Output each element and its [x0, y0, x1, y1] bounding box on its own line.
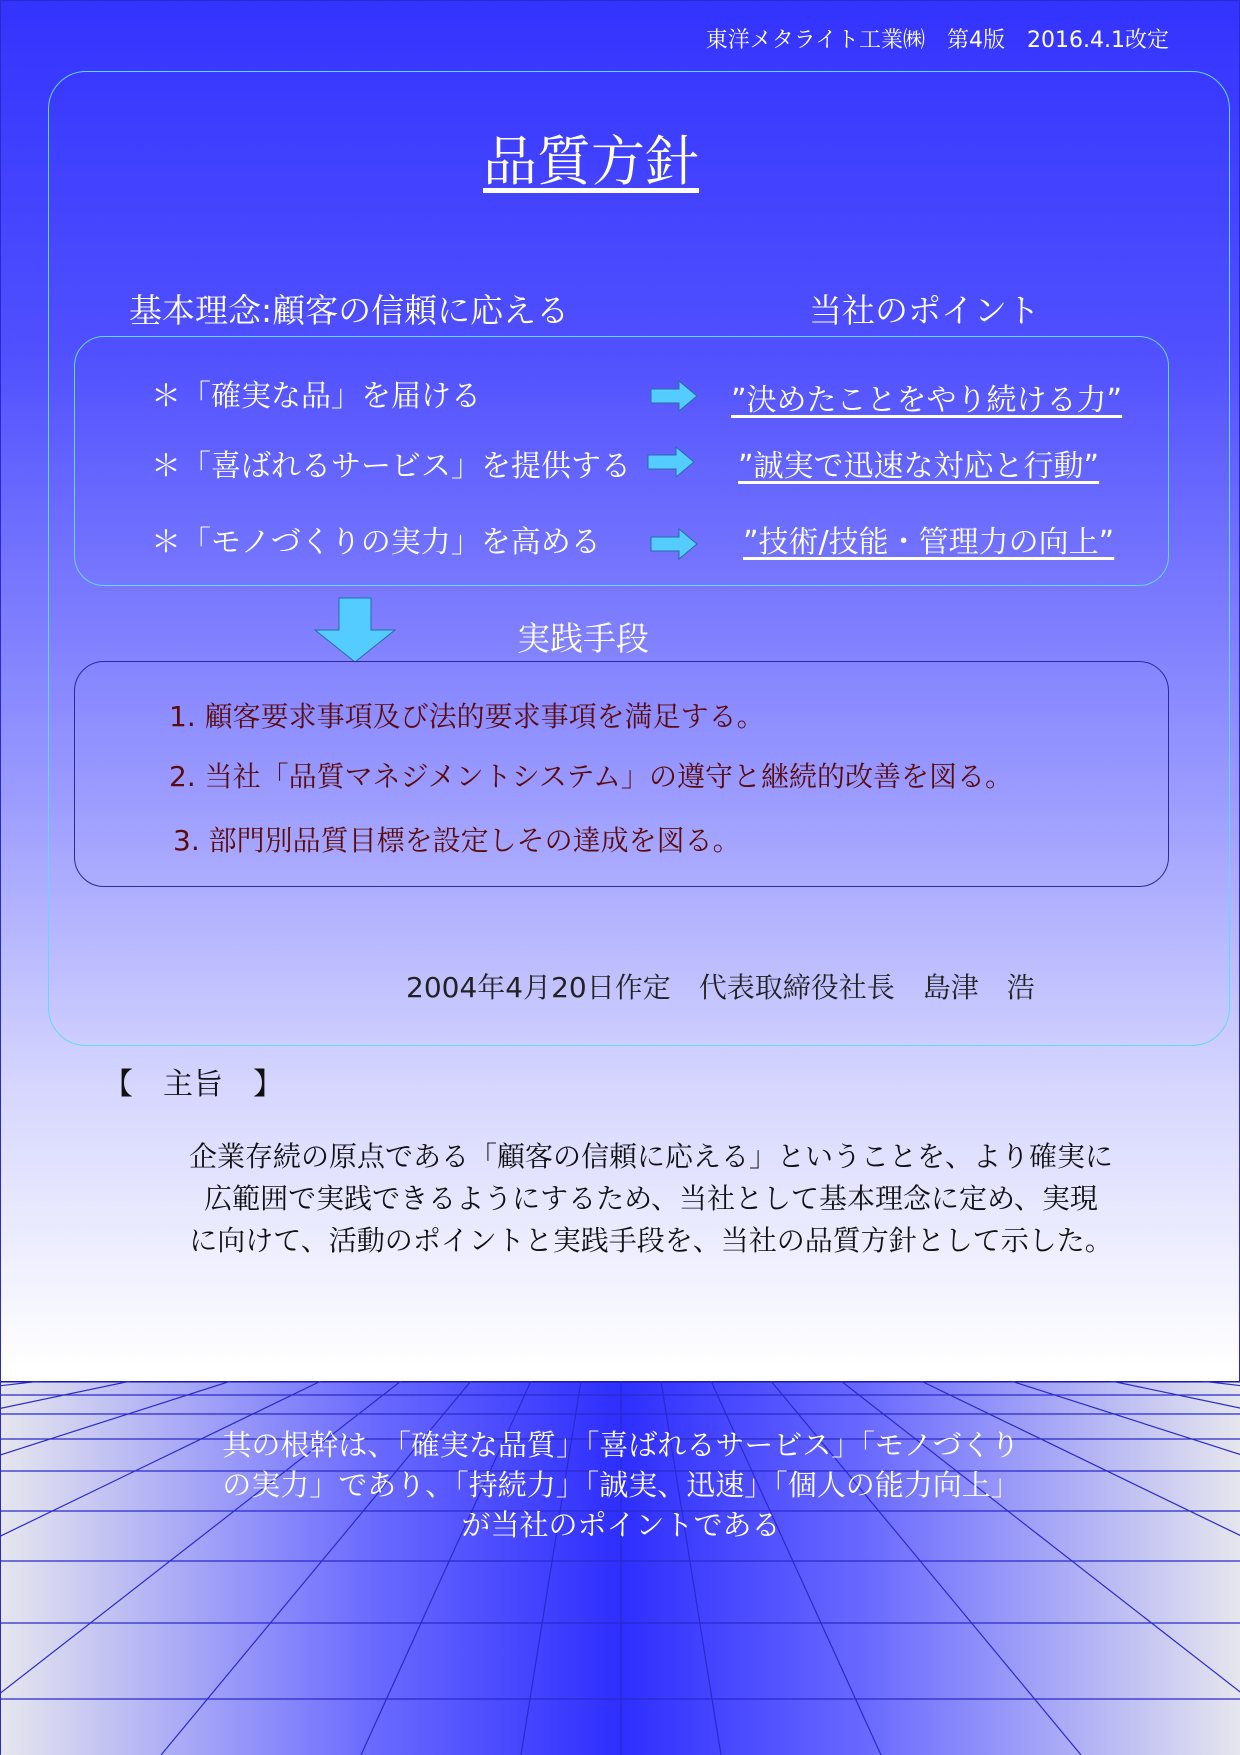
root-text: [141, 1425, 1101, 1545]
purpose-heading: 【 主旨 】: [103, 1067, 283, 1102]
page-title: 品質方針: [483, 130, 699, 193]
point-item: ”技術/技能・管理力の向上”: [743, 525, 1115, 560]
method-item: 2. 当社「品質マネジメントシステム」の遵守と継続的改善を図る。: [169, 760, 1013, 793]
point-item: ”誠実で迅速な対応と行動”: [738, 449, 1100, 484]
point-item: ”決めたことをやり続ける力”: [731, 383, 1123, 418]
arrow-right-icon: [649, 527, 699, 561]
method-item: 1. 顧客要求事項及び法的要求事項を満足する。: [169, 700, 765, 733]
principle-item: ＊「モノづくりの実力」を高める: [151, 525, 601, 560]
points-heading: 当社のポイント: [809, 291, 1040, 330]
arrow-right-icon: [649, 379, 699, 413]
root-line: 其の根幹は、「確実な品質」「喜ばれるサービス」「モノづくり: [222, 1428, 1020, 1462]
edition-label: 東洋メタライト工業㈱ 第4版 2016.4.1改定: [705, 28, 1169, 53]
method-item: 3. 部門別品質目標を設定しその達成を図る。: [173, 824, 741, 857]
purpose-line: 企業存続の原点である「顧客の信頼に応える」ということを、より確実に: [188, 1140, 1113, 1173]
purpose-text: [151, 1136, 1151, 1262]
principle-item: ＊「確実な品」を届ける: [151, 379, 481, 414]
root-line: の実力」であり、「持続力」「誠実、迅速」「個人の能力向上」: [222, 1468, 1020, 1502]
purpose-line: に向けて、活動のポイントと実践手段を、当社の品質方針として示した。: [189, 1224, 1113, 1257]
signature-line: 2004年4月20日作定 代表取締役社長 島津 浩: [406, 971, 1035, 1004]
purpose-line: 広範囲で実践できるようにするため、当社として基本理念に定め、実現: [204, 1182, 1098, 1215]
methods-heading: 実践手段: [517, 619, 649, 658]
arrow-right-icon: [646, 445, 696, 479]
philosophy-heading: 基本理念:顧客の信頼に応える: [129, 291, 570, 330]
arrow-down-icon: [313, 596, 397, 664]
root-line: が当社のポイントである: [461, 1508, 781, 1542]
principle-item: ＊「喜ばれるサービス」を提供する: [151, 449, 631, 484]
